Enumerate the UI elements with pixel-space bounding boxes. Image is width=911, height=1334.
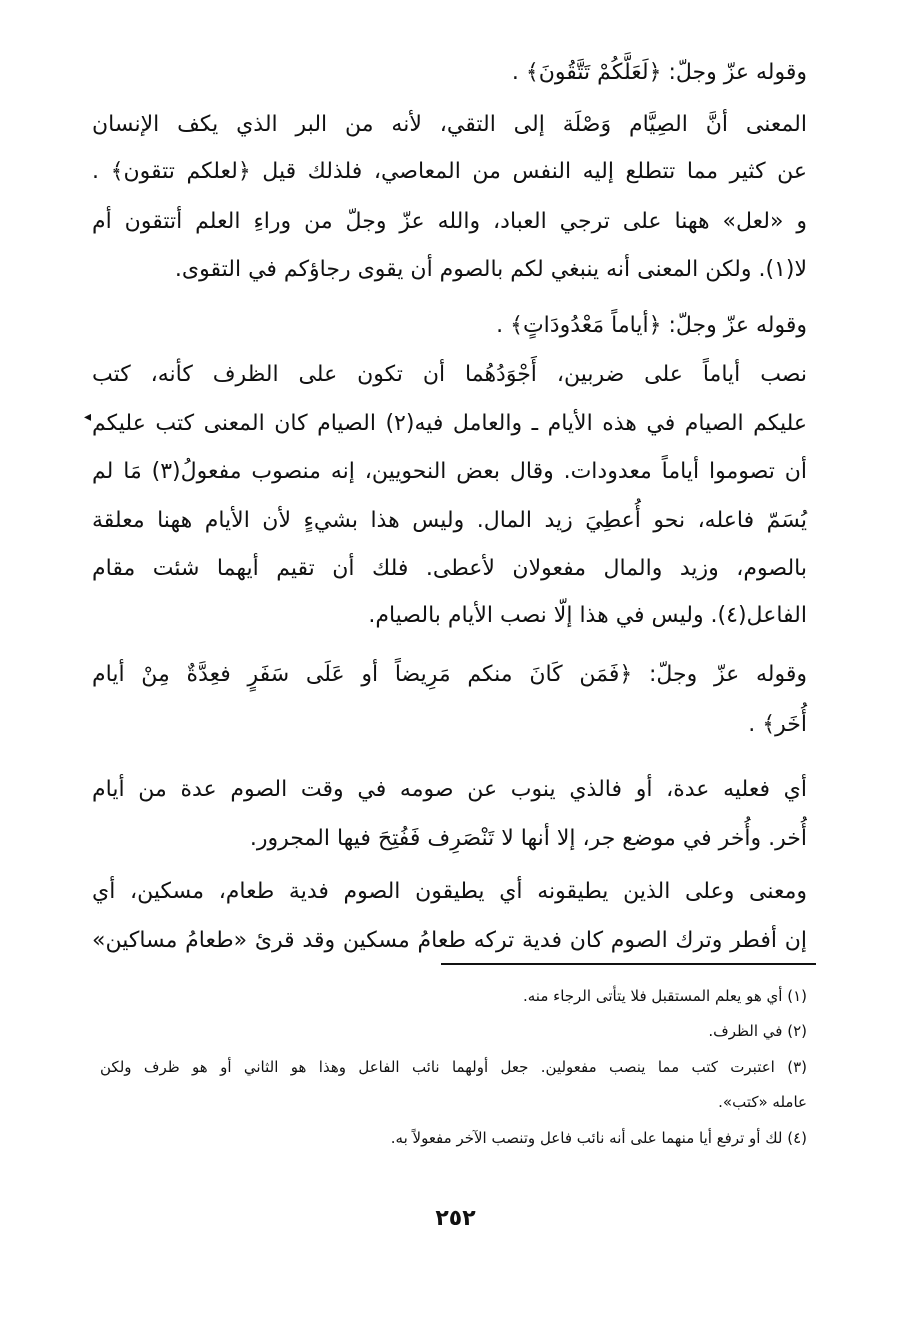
- verse-heading-2: وقوله عزّ وجلّ: ﴿أياماً مَعْدُودَاتٍ﴾ .: [496, 313, 807, 338]
- footnote-separator: [441, 963, 816, 965]
- body-line-5: نصب أياماً على ضربين، أَجْوَدُهُما أن تكون على الظرف كأنه، كتب: [92, 362, 807, 387]
- body-line-4: لا(١). ولكن المعنى أنه ينبغي لكم بالصوم أن يقوى رجاؤكم في التقوى.: [174, 257, 807, 282]
- body-line-13: ومعنى وعلى الذين يطيقونه أي يطيقون الصوم فدية طعام، مسكين، أي: [92, 879, 807, 904]
- body-line-14: إن أفطر وترك الصوم كان فدية تركه طعامُ مسكين وقد قرئ «طعامُ مساكين»: [92, 928, 807, 953]
- body-line-3: و «لعل» ههنا على ترجي العباد، والله عزّ وجلّ من وراءِ العلم أتتقون أم: [92, 209, 807, 234]
- verse-heading-3-cont: أُخَر﴾ .: [748, 712, 807, 737]
- body-line-11: أي فعليه عدة، أو فالذي ينوب عن صومه في وقت الصوم عدة من أيام: [92, 777, 807, 802]
- body-line-1: المعنى أنَّ الصِيَّام وَصْلَة إلى التقي، لأنه من البر الذي يكف الإنسان: [92, 112, 807, 137]
- margin-marker: ◂: [84, 409, 92, 425]
- body-line-9: بالصوم، وزيد والمال مفعولان لأعطى. فلك أن تقيم أيهما شئت مقام: [92, 556, 807, 581]
- verse-heading-3: وقوله عزّ وجلّ: ﴿فَمَن كَانَ منكم مَرِيضاً أو عَلَى سَفَرٍ فعِدَّةٌ مِنْ أيام: [92, 662, 807, 687]
- footnote-3: (٣) اعتبرت كتب مما ينصب مفعولين. جعل أولهما نائب الفاعل وهذا هو الثاني أو هو ظرف ولكن: [100, 1058, 807, 1076]
- body-line-6: عليكم الصيام في هذه الأيام ـ والعامل فيه(٢) الصيام كان المعنى كتب عليكم: [92, 411, 808, 436]
- body-line-8: يُسَمّ فاعله، نحو أُعطِيَ زيد المال. وليس هذا بشيءٍ لأن الأيام ههنا معلقة: [92, 508, 807, 533]
- body-line-7: أن تصوموا أياماً معدودات. وقال بعض النحويين، إنه منصوب مفعولُ(٣) مَا لم: [92, 459, 807, 484]
- body-line-10: الفاعل(٤). وليس في هذا إلّا نصب الأيام بالصيام.: [368, 603, 807, 628]
- footnote-2: (٢) في الظرف.: [708, 1022, 807, 1040]
- footnote-3-cont: عامله «كتب».: [718, 1093, 807, 1111]
- body-line-2: عن كثير مما تتطلع إليه النفس من المعاصي، فلذلك قيل ﴿لعلكم تتقون﴾ .: [92, 159, 807, 184]
- body-line-12: أُخر. وأُخر في موضع جر، إلا أنها لا تَنْصَرِف فَفُتِحَ فيها المجرور.: [249, 826, 807, 851]
- verse-heading-1: وقوله عزّ وجلّ: ﴿لَعَلَّكُمْ تَتَّقُونَ﴾ .: [511, 60, 807, 85]
- footnote-4: (٤) لك أو ترفع أيا منهما على أنه نائب فاعل وتنصب الآخر مفعولاً به.: [390, 1129, 807, 1147]
- page-number: ٢٥٢: [435, 1206, 476, 1231]
- footnote-1: (١) أي هو يعلم المستقبل فلا يتأتى الرجاء منه.: [523, 987, 807, 1005]
